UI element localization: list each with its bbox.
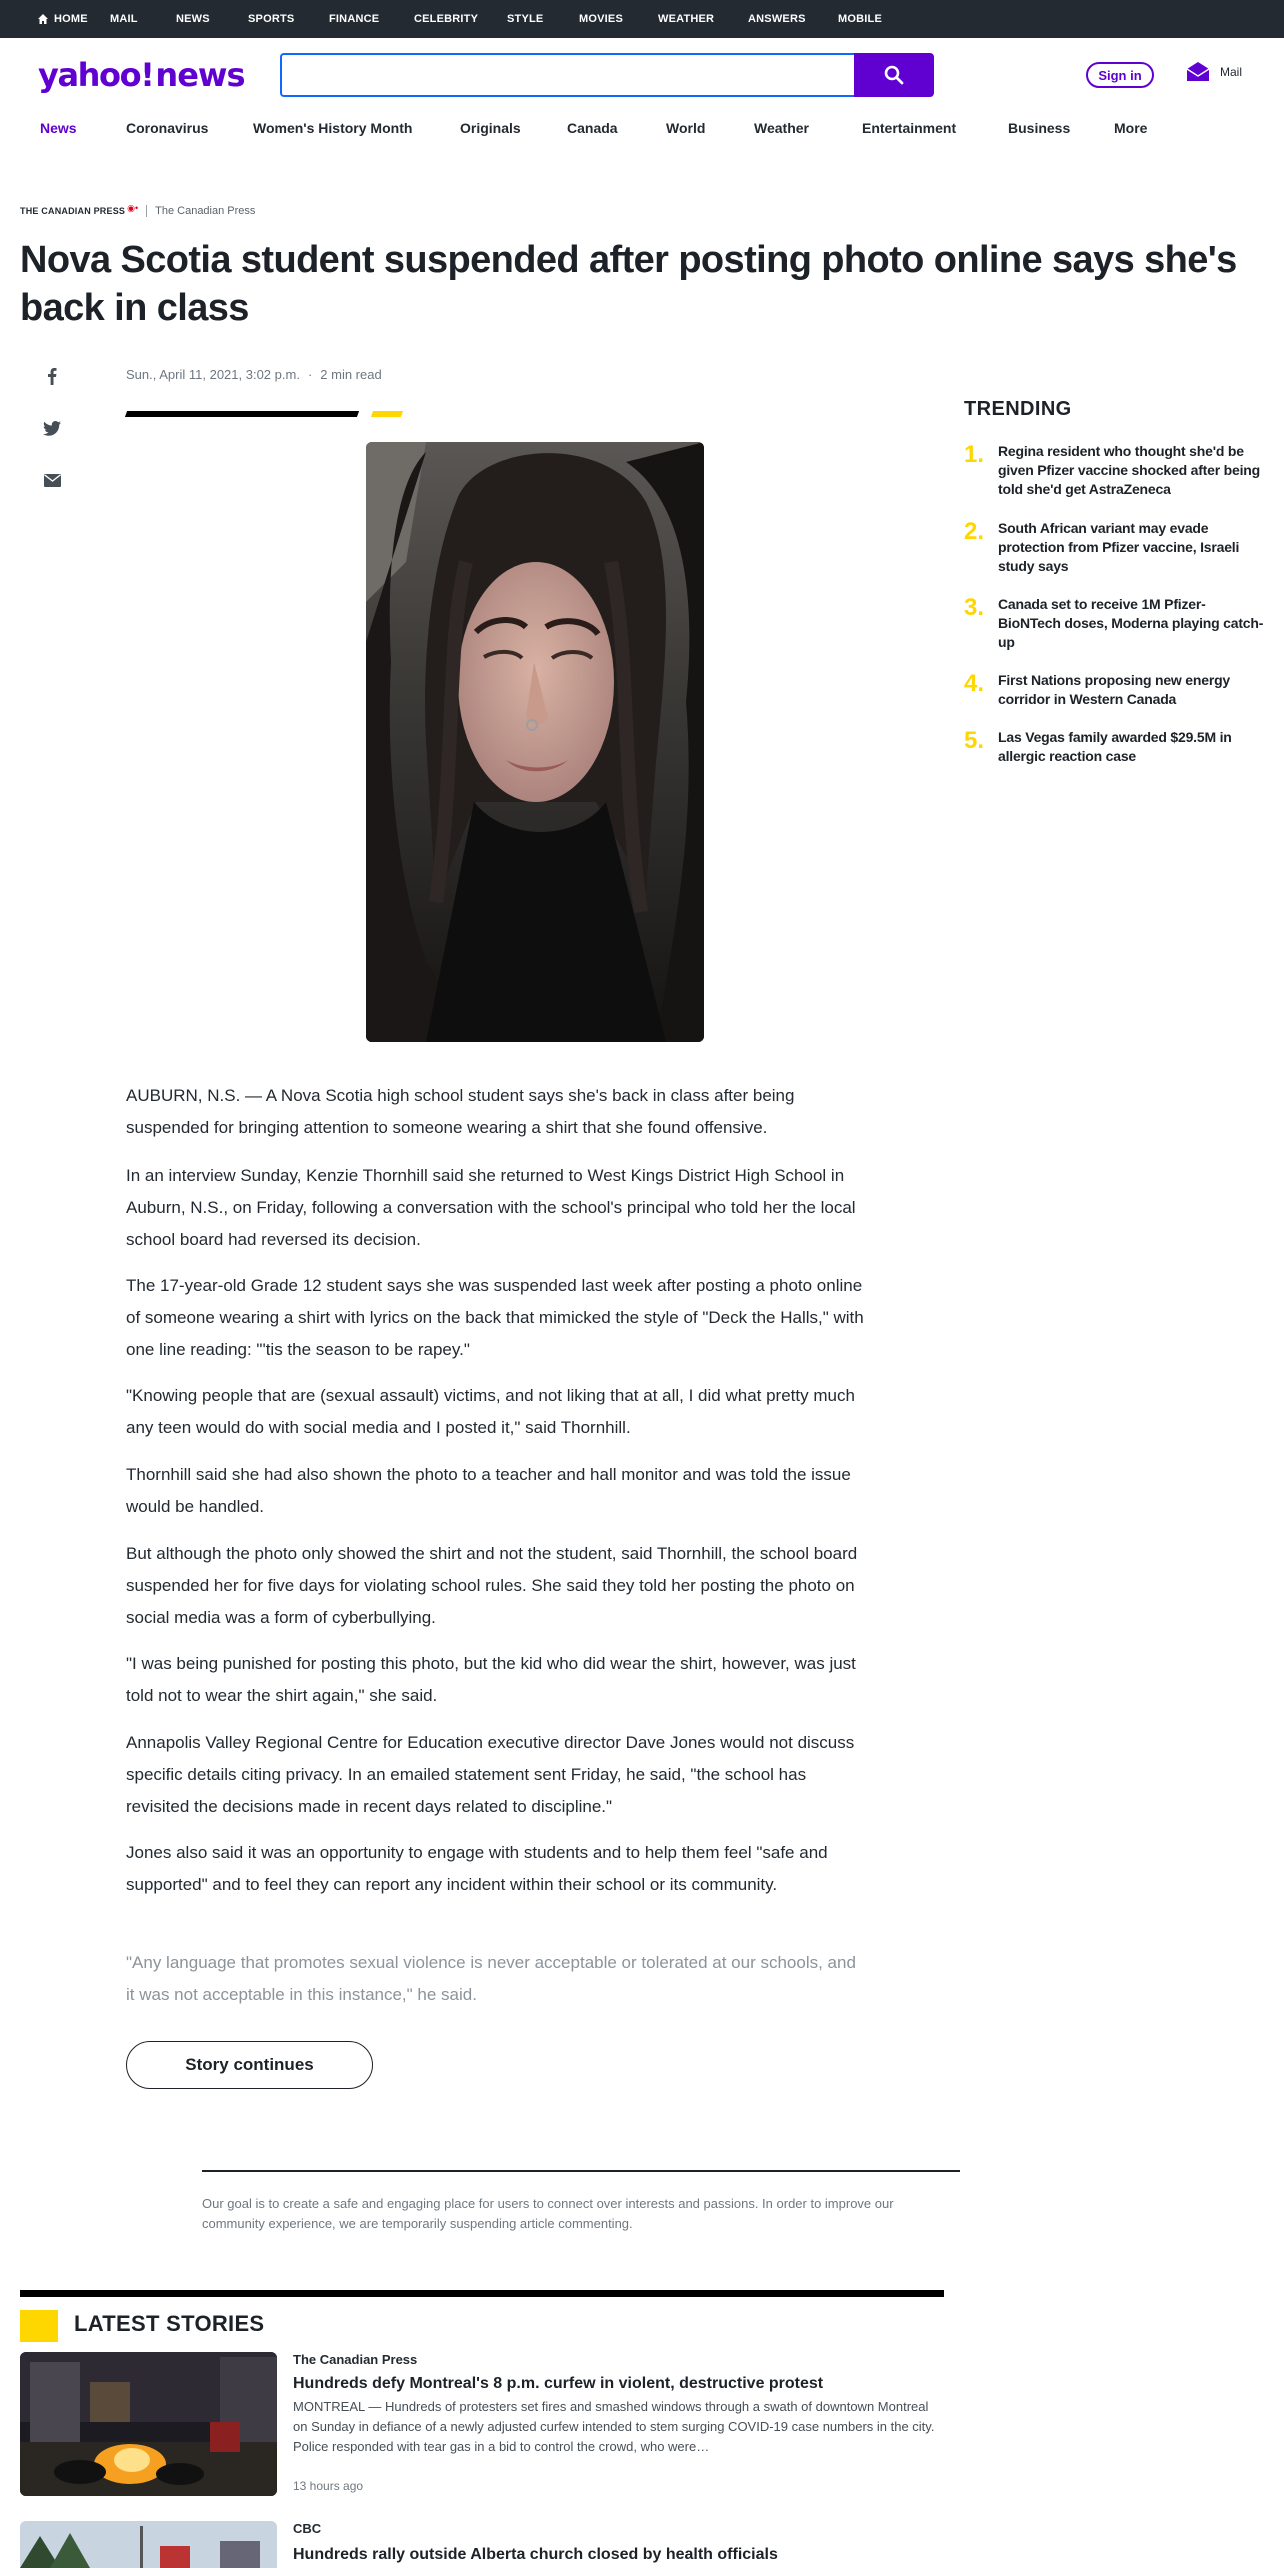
provider-divider	[146, 205, 147, 217]
article-paragraph-faded: "Any language that promotes sexual violence is never acceptable or tolerated at our schools, and it was not acceptable in this instance," he said.	[126, 1953, 856, 2004]
subnav-canada[interactable]: Canada	[567, 120, 618, 136]
trending-number: 5.	[964, 727, 985, 754]
latest-stories-accent	[20, 2310, 58, 2342]
search-icon	[884, 65, 904, 85]
logo-news-text: news	[155, 56, 245, 94]
byline-accent-yellow	[371, 411, 403, 417]
topnav-home-label: HOME	[54, 13, 88, 25]
home-icon	[38, 14, 48, 24]
topnav-celebrity[interactable]: CELEBRITY	[414, 13, 479, 25]
trending-item[interactable]	[964, 519, 1264, 576]
church-rally-photo	[20, 2521, 277, 2568]
byline-accent-bar	[125, 411, 359, 417]
share-facebook-button[interactable]	[42, 366, 62, 386]
facebook-icon	[47, 367, 57, 385]
twitter-icon	[43, 421, 61, 436]
story-title-link[interactable]: Hundreds defy Montreal's 8 p.m. curfew in violent, destructive protest	[293, 2375, 824, 2392]
article-date: Sun., April 11, 2021, 3:02 p.m.	[126, 367, 300, 382]
article-paragraph: Thornhill said she had also shown the photo to a teacher and hall monitor and was told the issue would be handled.	[126, 1465, 851, 1516]
section-navigation	[0, 112, 1284, 148]
story-provider: The Canadian Press	[293, 2352, 418, 2367]
subnav-news[interactable]: News	[40, 120, 77, 136]
top-navigation	[0, 0, 1284, 38]
trending-link[interactable]: Canada set to receive 1M Pfizer-BioNTech doses, Moderna playing catch-up	[998, 596, 1264, 650]
story-thumbnail[interactable]	[20, 2352, 277, 2496]
email-icon	[44, 474, 61, 487]
article-paragraph: In an interview Sunday, Kenzie Thornhill said she returned to West Kings District High School in Auburn, N.S., on Friday, following a conversation with the school's principal who told her the local school board had reversed its decision.	[126, 1166, 856, 1249]
trending-number: 2.	[964, 518, 985, 545]
story-summary: MONTREAL — Hundreds of protesters set fires and smashed windows through a swath of downtown Montreal on Sunday in defiance of a newly adjusted curfew intended to stem surging COVID-19 case numbers in the city. Police responded with tear gas in a bid to control the crowd, who were…	[293, 2399, 935, 2454]
article-byline	[126, 367, 382, 382]
protest-photo	[20, 2352, 277, 2496]
trending-number: 1.	[964, 441, 985, 468]
search-input[interactable]	[280, 53, 856, 97]
sign-in-button[interactable]: Sign in	[1086, 62, 1154, 88]
topnav-movies[interactable]: MOVIES	[579, 13, 623, 25]
trending-number: 3.	[964, 594, 985, 621]
trending-link[interactable]: South African variant may evade protection from Pfizer vaccine, Israeli study says	[998, 520, 1240, 574]
portrait-illustration	[366, 442, 704, 1042]
subnav-entertainment[interactable]: Entertainment	[862, 120, 957, 136]
subnav-more[interactable]: More	[1114, 120, 1148, 136]
site-header	[0, 38, 1284, 112]
trending-number: 4.	[964, 670, 985, 697]
commenting-notice: Our goal is to create a safe and engaging place for users to connect over interests and passions. In order to improve our community experience, we are temporarily suspending article commenting.	[202, 2196, 894, 2231]
provider-logo[interactable]: THE CANADIAN PRESS	[20, 206, 126, 216]
article-paragraph: Annapolis Valley Regional Centre for Education executive director Dave Jones would not discuss specific details citing privacy. In an emailed statement sent Friday, he said, "the school has revisited the decisions made in recent days related to discipline."	[126, 1733, 855, 1816]
yahoo-news-logo[interactable]	[38, 56, 245, 94]
story-continues-button[interactable]: Story continues	[126, 2041, 373, 2089]
latest-stories-divider	[20, 2290, 944, 2297]
topnav-mobile[interactable]: MOBILE	[838, 13, 882, 25]
trending-link[interactable]: Las Vegas family awarded $29.5M in allergic reaction case	[998, 729, 1232, 764]
trending-link[interactable]: Regina resident who thought she'd be given Pfizer vaccine shocked after being told she'd get AstraZeneca	[998, 443, 1260, 497]
trending-title: TRENDING	[964, 398, 1072, 420]
topnav-mail[interactable]: MAIL	[110, 13, 138, 25]
topnav-finance[interactable]: FINANCE	[329, 13, 380, 25]
story-title-link[interactable]: Hundreds rally outside Alberta church closed by health officials	[293, 2546, 778, 2563]
trending-item[interactable]	[964, 442, 1264, 499]
topnav-home[interactable]	[38, 13, 110, 25]
trending-item[interactable]	[964, 671, 1264, 709]
latest-stories-title: LATEST STORIES	[74, 2311, 265, 2336]
share-twitter-button[interactable]	[42, 418, 62, 438]
share-email-button[interactable]	[42, 470, 62, 490]
story-timestamp: 13 hours ago	[293, 2479, 364, 2493]
article-paragraph: The 17-year-old Grade 12 student says she was suspended last week after posting a photo online of someone wearing a shirt with lyrics on the back that mimicked the style of "Deck the Halls," with one line reading: "'tis the season to be rapey."	[126, 1276, 864, 1359]
article-paragraph: But although the photo only showed the shirt and not the student, said Thornhill, the school board suspended her for five days for violating school rules. She said they told her posting the photo on social media was a form of cyberbullying.	[126, 1544, 858, 1627]
mail-link[interactable]	[1186, 62, 1242, 82]
subnav-originals[interactable]: Originals	[460, 120, 521, 136]
search-button[interactable]	[854, 53, 934, 97]
mail-label: Mail	[1220, 65, 1243, 79]
mail-icon	[1186, 62, 1210, 82]
article-headline: Nova Scotia student suspended after posting photo online says she's back in class	[20, 239, 1237, 329]
comment-divider	[202, 2170, 960, 2172]
maple-leaf-icon: ◉•	[127, 202, 139, 213]
article-paragraph: AUBURN, N.S. — A Nova Scotia high school student says she's back in class after being suspended for bringing attention to someone wearing a shirt that she found offensive.	[126, 1086, 795, 1137]
article-read-time: 2 min read	[320, 367, 382, 382]
subnav-coronavirus[interactable]: Coronavirus	[126, 120, 209, 136]
provider-name: The Canadian Press	[155, 205, 256, 217]
article-paragraph: Jones also said it was an opportunity to engage with students and to help them feel "safe and supported" and to feel they can report any incident within their school or its community.	[126, 1843, 828, 1894]
article-paragraph: "I was being punished for posting this photo, but the kid who did wear the shirt, however, was just told not to wear the shirt again," she said.	[126, 1654, 856, 1705]
story-thumbnail[interactable]	[20, 2521, 277, 2568]
topnav-weather[interactable]: WEATHER	[658, 13, 715, 25]
subnav-womens-history-month[interactable]: Women's History Month	[253, 120, 413, 136]
logo-yahoo-text: yahoo!	[38, 56, 154, 94]
article-photo[interactable]	[366, 442, 704, 1042]
subnav-world[interactable]: World	[666, 120, 706, 136]
topnav-answers[interactable]: ANSWERS	[748, 13, 806, 25]
trending-link[interactable]: First Nations proposing new energy corridor in Western Canada	[998, 672, 1231, 707]
topnav-sports[interactable]: SPORTS	[248, 13, 295, 25]
byline-separator: ·	[307, 367, 313, 382]
subnav-weather[interactable]: Weather	[754, 120, 809, 136]
article-provider	[20, 202, 256, 217]
article-paragraph: "Knowing people that are (sexual assault) victims, and not liking that at all, I did what pretty much any teen would do with social media and I posted it," said Thornhill.	[126, 1386, 855, 1437]
topnav-style[interactable]: STYLE	[507, 13, 544, 25]
trending-item[interactable]	[964, 595, 1264, 652]
story-provider: CBC	[293, 2521, 322, 2536]
subnav-business[interactable]: Business	[1008, 120, 1071, 136]
trending-item[interactable]	[964, 728, 1264, 766]
topnav-news[interactable]: NEWS	[176, 13, 210, 25]
